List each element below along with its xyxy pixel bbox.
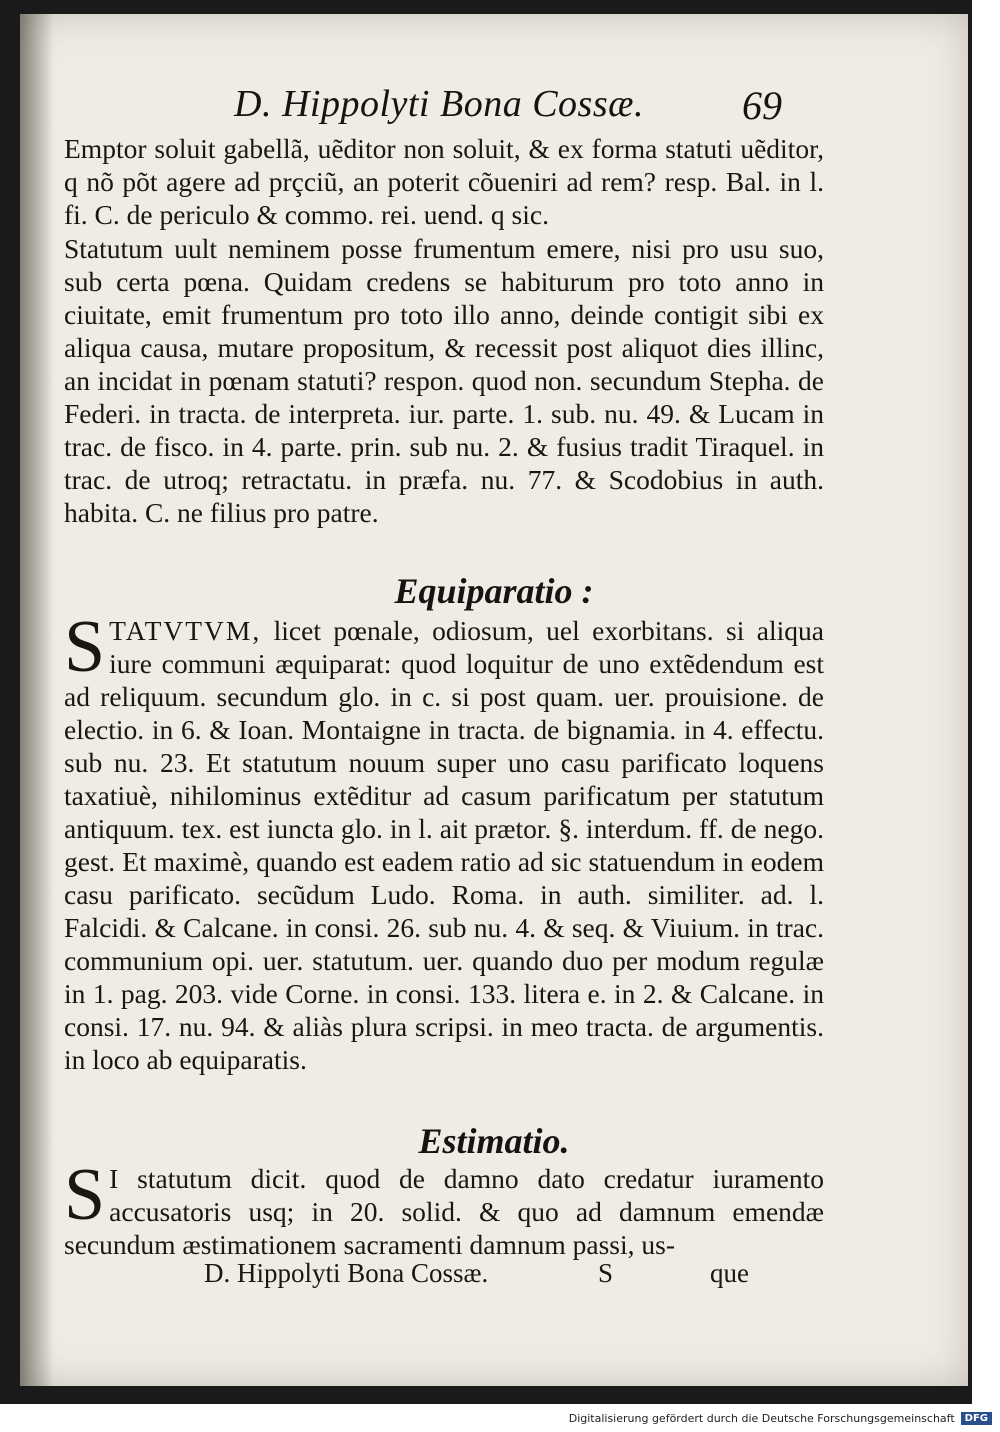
section-heading-estimatio: Estimatio. xyxy=(418,1121,570,1161)
running-title: D. Hippolyti Bona Cossæ. xyxy=(234,83,644,125)
digitization-credit xyxy=(569,1408,992,1428)
drop-cap: S xyxy=(64,1154,106,1236)
paragraph-statutum: Statutum uult neminem posse frumentum emere, nisi pro usu suo, sub certa pœna. Quidam credens se habiturum pro toto anno in ciuitate, emit frumentum pro toto illo anno, deinde contigit sibi ex aliqua causa, mutare propositum, & recessit post aliquot dies illinc, an incidat in pœnam statuti? respon. quod non. secundum Stepha. de Federi. in tracta. de interpreta. iur. parte. 1. sub. nu. 49. & Lucam in trac. de fisco. in 4. parte. prin. sub nu. 2. & fusius tradit Tiraquel. in trac. de utroq; retractatu. in præfa. nu. 77. & Scodobius in auth. habita. C. ne filius pro patre. xyxy=(64,233,824,528)
paragraph-emptor: Emptor soluit gabellã, uẽditor non soluit, & ex forma statuti uẽditor, q nõ põt agere ad prçciũ, an poterit cõueniri ad rem? resp. Bal. in l. fi. C. de periculo & commo. rei. uend. q sic. xyxy=(64,133,824,230)
section-heading-equiparatio: Equiparatio : xyxy=(394,571,594,611)
paragraph-text: licet pœnale, odiosum, uel exorbitans. si aliqua iure communi æquiparat: quod loquitur de uno extẽdendum est ad reliquum. secundum glo. in c. si post quam. uer. prouisione. de electio. in 6. & Ioan. Montaigne in tracta. de bignamia. in 4. effectu. sub nu. 23. Et statutum nouum super uno casu parificato loquens taxatiuè, nihilominus extẽditur ad casum parificatum per statutum antiquum. tex. est iuncta glo. in l. ait prætor. §. interdum. ff. de nego. gest. Et maximè, quando est eadem ratio ad sic statuendum in eodem casu parificato. secũdum Ludo. Roma. in auth. similiter. ad. l. Falcidi. & Calcane. in consi. 26. sub nu. 4. & seq. & Viuium. in trac. communium opi. uer. statutum. uer. quando duo per modum regulæ in 1. pag. 203. vide Corne. in consi. 133. litera e. in 2. & Calcane. in consi. 17. nu. 94. & aliàs plura scripsi. in meo tracta. de argumentis. in loco ab equiparatis. xyxy=(64,615,824,1075)
gutter-shadow xyxy=(20,14,54,1386)
catchword: que xyxy=(710,1258,749,1288)
footer-title: D. Hippolyti Bona Cossæ. xyxy=(204,1258,489,1288)
drop-cap: S xyxy=(64,606,106,688)
dfg-logo: DFG xyxy=(961,1412,992,1425)
page-footer xyxy=(20,1258,968,1298)
lead-word: TATVTVM, xyxy=(109,615,262,646)
paragraph-equiparatio xyxy=(64,606,824,1076)
lead-word: I xyxy=(109,1163,119,1194)
paragraph-estimatio xyxy=(64,1154,824,1261)
signature-mark: S xyxy=(598,1258,614,1288)
book-page xyxy=(20,14,968,1386)
paragraph-text: statutum dicit. quod de damno dato credatur iuramento accusatoris usq; in 20. solid. & quo ad damnum emendæ secundum æstimationem sacramenti damnum passi, us- xyxy=(64,1163,824,1260)
credit-text: Digitalisierung gefördert durch die Deutsche Forschungsgemeinschaft xyxy=(568,1411,955,1425)
page-number: 69 xyxy=(742,83,782,128)
